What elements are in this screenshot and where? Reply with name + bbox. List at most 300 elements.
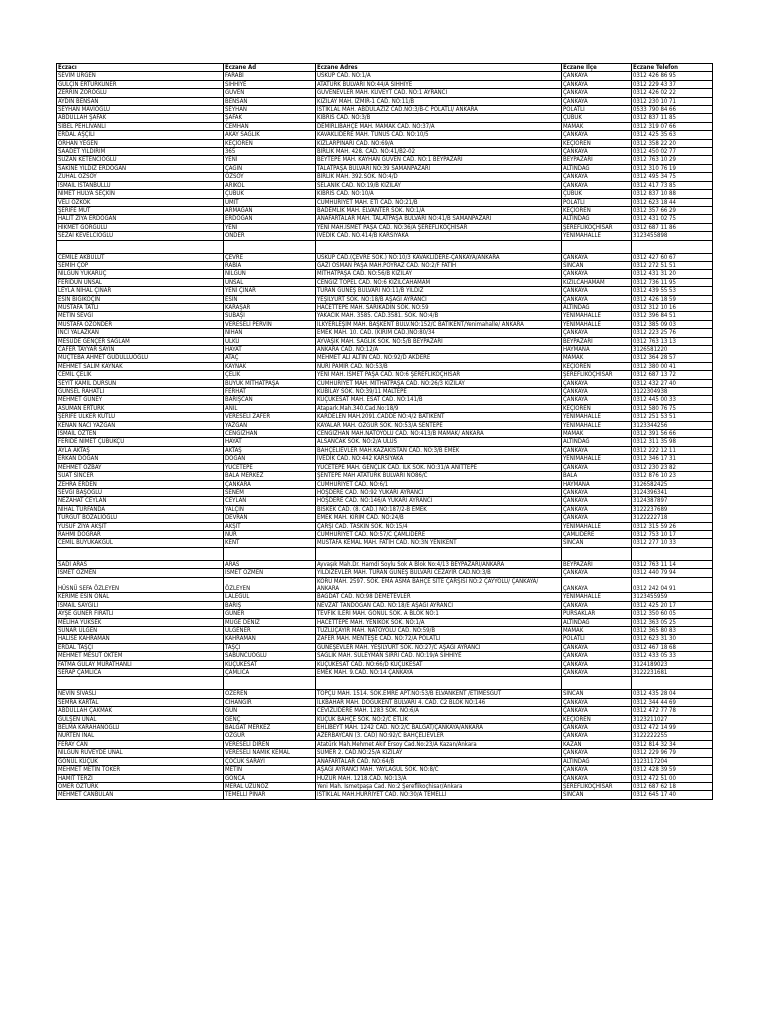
table-row: [57, 715, 713, 723]
cell-address: CUMHURİYET MAH. ETİ CAD. NO:21/B: [316, 198, 562, 206]
cell-pharmacist: NİHAL TURFANDA: [57, 505, 224, 513]
cell-pharmacist: MEHMET GÜNEY: [57, 396, 224, 404]
cell-phone: 0312 687 62 18: [632, 782, 713, 790]
cell-address: EMEK MAH. 10. CAD. (KIRIM CAD.)NO:80/34: [316, 329, 562, 337]
cell-district: ÇANKAYA: [562, 329, 632, 337]
cell-district: KAZAN: [562, 740, 632, 748]
cell-address: SAĞLIK MAH. SÜLEYMAN SIRRI CAD. NO:19/A SIHHİYE: [316, 652, 562, 660]
table-row: [57, 618, 713, 626]
cell-district: ALTINDAĞ: [562, 757, 632, 765]
cell-phone: 0312 645 17 40: [632, 791, 713, 799]
cell-address: AŞAĞI AYRANCI MAH. YAYLAGÜL SOK. NO:8/C: [316, 766, 562, 774]
cell-pharmacy-name: CİHANGİR: [224, 698, 316, 706]
cell-pharmacist: SEVGİ BAŞOĞLU: [57, 488, 224, 496]
cell-district: ÇANKAYA: [562, 724, 632, 732]
cell-district: ÇANKAYA: [562, 396, 632, 404]
cell-phone: 0312 365 80 83: [632, 627, 713, 635]
cell-address: NURİ PAMİR CAD. NO:53/B: [316, 362, 562, 370]
cell-pharmacy-name: ERDOĞAN: [224, 215, 316, 223]
table-row: [57, 139, 713, 147]
cell-phone: 0312 223 25 76: [632, 329, 713, 337]
cell-pharmacy-name: SEYHAN: [224, 106, 316, 114]
cell-pharmacist: AYDIN BENSAN: [57, 97, 224, 105]
cell-pharmacist: SEZAİ KEVELCİOĞLU: [57, 232, 224, 240]
cell-pharmacist: İSMAİL İSTANBULLU: [57, 181, 224, 189]
cell-pharmacist: AYLA AKTAŞ: [57, 446, 224, 454]
cell-address: Atapark.Mah.340.Cad.No:18/9: [316, 404, 562, 412]
table-row: [57, 320, 713, 328]
cell-pharmacy-name: SENEM: [224, 488, 316, 496]
table-row: [57, 530, 713, 538]
cell-district: ŞEREFLİKOÇHİSAR: [562, 223, 632, 231]
table-row: [57, 122, 713, 130]
column-header-pharmacist: Eczacı: [57, 64, 224, 72]
cell-phone: [632, 677, 713, 690]
cell-phone: 0312 344 44 69: [632, 698, 713, 706]
cell-phone: 0312 623 18 44: [632, 198, 713, 206]
cell-district: YENİMAHALLE: [562, 413, 632, 421]
cell-phone: 0312 396 84 51: [632, 312, 713, 320]
cell-phone: 0312 364 28 57: [632, 354, 713, 362]
cell-address: İVEDİK CAD. NO:442 KARSIYAKA: [316, 455, 562, 463]
cell-district: ÇANKAYA: [562, 569, 632, 577]
cell-pharmacy-name: ÇAMLICA: [224, 669, 316, 677]
cell-pharmacy-name: NİHAN: [224, 329, 316, 337]
cell-address: YILDIZEVLER MAH. TURAN GÜNEŞ BULVARI CEZAYİR CAD.NO:3/B: [316, 569, 562, 577]
cell-phone: 0312 230 23 82: [632, 463, 713, 471]
cell-pharmacy-name: NUR: [224, 530, 316, 538]
table-row: [57, 270, 713, 278]
cell-address: KÜÇÜKESAT CAD. NO:66/D KÜÇÜKESAT: [316, 660, 562, 668]
cell-address: ÜSKÜP CAD.(ÇEVRE SOK.) NO:10/3 KAVAKLIDERE-ÇANKAYA/ANKARA: [316, 253, 562, 261]
cell-district: ÇANKAYA: [562, 131, 632, 139]
cell-district: ÇANKAYA: [562, 514, 632, 522]
cell-district: ŞEREFLİKOÇHİSAR: [562, 371, 632, 379]
cell-district: ÇANKAYA: [562, 253, 632, 261]
cell-phone: [632, 547, 713, 560]
cell-district: KEÇİÖREN: [562, 404, 632, 412]
cell-address: HUZUR MAH. 1218.CAD. NO:13/A: [316, 774, 562, 782]
cell-district: ALTINDAĞ: [562, 438, 632, 446]
cell-district: KIZILCAHAMAM: [562, 278, 632, 286]
cell-pharmacy-name: DEVRAN: [224, 514, 316, 522]
cell-district: ÇANKAYA: [562, 707, 632, 715]
cell-phone: 0312 580 76 75: [632, 404, 713, 412]
cell-pharmacy-name: HAYAT: [224, 438, 316, 446]
cell-district: ÇANKAYA: [562, 379, 632, 387]
table-row: [57, 463, 713, 471]
cell-pharmacist: SEYİT KAMİL DURSUN: [57, 379, 224, 387]
cell-pharmacy-name: KÜÇÜKESAT: [224, 660, 316, 668]
cell-phone: 0312 736 11 95: [632, 278, 713, 286]
table-row: [57, 472, 713, 480]
cell-address: TOPÇU MAH. 1514. SOK.EMRE APT.NO:53/B ELVANKENT /ETİMESGUT: [316, 690, 562, 698]
cell-pharmacy-name: RABİA: [224, 261, 316, 269]
cell-pharmacist: HALİSE KAHRAMAN: [57, 635, 224, 643]
cell-pharmacy-name: ÜLKÜ: [224, 337, 316, 345]
table-row: [57, 514, 713, 522]
cell-district: HAYMANA: [562, 346, 632, 354]
cell-address: DEMİRLİBAHÇE MAH. MAMAK CAD. NO:37/A: [316, 122, 562, 130]
table-row: [57, 539, 713, 547]
cell-pharmacy-name: BALA MERKEZ: [224, 472, 316, 480]
cell-pharmacist: ERKAN DOĞAN: [57, 455, 224, 463]
cell-pharmacist: SUAT SİNCER: [57, 472, 224, 480]
cell-pharmacist: NURTEN İNAL: [57, 732, 224, 740]
table-row: [57, 253, 713, 261]
cell-pharmacist: YUSUF ZİYA AKŞİT: [57, 522, 224, 530]
table-row: [57, 749, 713, 757]
cell-pharmacy-name: MÜGE DENİZ: [224, 618, 316, 626]
table-row: [57, 388, 713, 396]
cell-address: KIZLARPINARI CAD. NO:69/A: [316, 139, 562, 147]
cell-district: SİNCAN: [562, 539, 632, 547]
table-row: [57, 455, 713, 463]
cell-district: YENİMAHALLE: [562, 320, 632, 328]
cell-pharmacist: GÜNSEL RAHATLI: [57, 388, 224, 396]
cell-pharmacy-name: VERESELİ DİREN: [224, 740, 316, 748]
cell-phone: 0312 814 32 34: [632, 740, 713, 748]
table-row: [57, 379, 713, 387]
cell-address: ALSANCAK SOK. NO:2/A ULUS: [316, 438, 562, 446]
cell-district: MAMAK: [562, 122, 632, 130]
cell-pharmacist: CEMİL ÇELİK: [57, 371, 224, 379]
cell-district: SİNCAN: [562, 791, 632, 799]
cell-district: ÇANKAYA: [562, 463, 632, 471]
cell-pharmacist: GÜLÇİN ERTÜRKÜNER: [57, 80, 224, 88]
cell-district: YENİMAHALLE: [562, 312, 632, 320]
cell-address: ANAFARTALAR CAD. NO:64/B: [316, 757, 562, 765]
cell-address: YENİ MAH. İSMET PAŞA CAD. NO:6 ŞEREFLİKOÇHİSAR: [316, 371, 562, 379]
cell-district: [562, 547, 632, 560]
cell-address: İLKBAHAR MAH. DOĞUKENT BULVARI 4. CAD. C2 BLOK NO:146: [316, 698, 562, 706]
cell-pharmacist: GÜLŞEN ÜNAL: [57, 715, 224, 723]
table-row: [57, 577, 713, 593]
cell-district: ÇANKAYA: [562, 89, 632, 97]
cell-address: CENGİZ TOPEL CAD. NO:6 KIZILCAHAMAM: [316, 278, 562, 286]
cell-pharmacist: METİN SEVGİ: [57, 312, 224, 320]
cell-address: AZERBAYCAN (3. CAD) NO:92/C BAHÇELİEVLER: [316, 732, 562, 740]
cell-phone: 0312 229 96 79: [632, 749, 713, 757]
table-row: [57, 287, 713, 295]
table-row: [57, 223, 713, 231]
cell-address: [316, 240, 562, 253]
cell-address: TURAN GÜNEŞ BULVARI NO:11/B YILDIZ: [316, 287, 562, 295]
cell-phone: 0312 425 35 63: [632, 131, 713, 139]
cell-pharmacist: SEMRA KARTAL: [57, 698, 224, 706]
cell-address: ÇARŞI CAD. TASKIN SOK. NO:15/4: [316, 522, 562, 530]
cell-address: BEYTEPE MAH. KAYHAN GÜVEN CAD. NO:1 BEYPAZARI: [316, 156, 562, 164]
cell-pharmacy-name: ÖZSOY: [224, 173, 316, 181]
cell-pharmacist: CAFER TAYYAR SAYIN: [57, 346, 224, 354]
cell-district: [562, 240, 632, 253]
cell-pharmacy-name: ARMAĞAN: [224, 206, 316, 214]
cell-district: ÇANKAYA: [562, 72, 632, 80]
cell-pharmacist: HÜSNÜ SEFA ÖZLEYEN: [57, 577, 224, 593]
cell-pharmacy-name: KEÇİÖREN: [224, 139, 316, 147]
cell-pharmacy-name: [224, 677, 316, 690]
table-row: [57, 569, 713, 577]
cell-pharmacist: [57, 677, 224, 690]
cell-district: ALTINDAĞ: [562, 303, 632, 311]
table-row: [57, 430, 713, 438]
cell-district: ÇANKAYA: [562, 505, 632, 513]
cell-pharmacy-name: YENİ ÇINAR: [224, 287, 316, 295]
table-row: [57, 72, 713, 80]
cell-address: [316, 677, 562, 690]
table-row: [57, 312, 713, 320]
pharmacy-table: [56, 63, 713, 800]
cell-pharmacy-name: [224, 240, 316, 253]
cell-address: BİRLİK MAH. 428. CAD. NO:41/B2-02: [316, 148, 562, 156]
cell-address: YAKACIK MAH. 3585. CAD.3581. SOK. NO:4/B: [316, 312, 562, 320]
cell-district: MAMAK: [562, 627, 632, 635]
table-row: [57, 724, 713, 732]
table-row: [57, 421, 713, 429]
cell-address: BİSKEK CAD. (8. CAD.) NO:187/2-B EMEK: [316, 505, 562, 513]
cell-pharmacy-name: ATAÇ: [224, 354, 316, 362]
cell-pharmacist: SEVİM ÜRGEN: [57, 72, 224, 80]
cell-pharmacy-name: ÇANKARA: [224, 480, 316, 488]
table-row: [57, 774, 713, 782]
cell-district: ÇANKAYA: [562, 643, 632, 651]
cell-pharmacy-name: TAŞÇI: [224, 643, 316, 651]
table-row: [57, 732, 713, 740]
cell-district: [562, 677, 632, 690]
cell-pharmacist: MEHMET MESUT ÖKTEM: [57, 652, 224, 660]
cell-pharmacist: ERDAL TAŞÇI: [57, 643, 224, 651]
table-row: [57, 261, 713, 269]
table-row: [57, 652, 713, 660]
cell-pharmacist: NEVİN SİVASLI: [57, 690, 224, 698]
cell-phone: 0312 440 79 94: [632, 569, 713, 577]
cell-pharmacist: İNCİ YALAZKAN: [57, 329, 224, 337]
cell-pharmacy-name: BARIŞ: [224, 601, 316, 609]
cell-district: POLATLI: [562, 106, 632, 114]
cell-pharmacist: ABDULLAH ŞAFAK: [57, 114, 224, 122]
cell-pharmacy-name: 365: [224, 148, 316, 156]
cell-phone: 0312 431 31 20: [632, 270, 713, 278]
cell-address: ATATÜRK BULVARI NO:44/A SIHHIYE: [316, 80, 562, 88]
table-row: [57, 190, 713, 198]
cell-pharmacy-name: KAYNAK: [224, 362, 316, 370]
cell-district: ÇANKAYA: [562, 173, 632, 181]
table-row: [57, 505, 713, 513]
table-row: [57, 131, 713, 139]
cell-address: SELANİK CAD. NO:19/B KIZILAY: [316, 181, 562, 189]
cell-pharmacist: TURGUT BOZALİOĞLU: [57, 514, 224, 522]
cell-pharmacy-name: YENİ: [224, 223, 316, 231]
cell-address: TEVFİK İLERİ MAH. GÖNÜL SOK. A BLOK NO:1: [316, 610, 562, 618]
cell-district: KEÇİÖREN: [562, 206, 632, 214]
cell-address: SÜMER 2. CAD.NO:25/A KIZILAY: [316, 749, 562, 757]
table-row: [57, 660, 713, 668]
table-row: [57, 522, 713, 530]
cell-pharmacy-name: KAHRAMAN: [224, 635, 316, 643]
cell-pharmacy-name: FERHAT: [224, 388, 316, 396]
cell-pharmacy-name: ÇOCUK SARAYI: [224, 757, 316, 765]
cell-phone: 0312 431 02 75: [632, 215, 713, 223]
cell-pharmacist: MEHMET METİN TÖKER: [57, 766, 224, 774]
table-row: [57, 791, 713, 799]
cell-phone: 3124396341: [632, 488, 713, 496]
cell-address: BAHÇELİEVLER MAH.KAZAKİSTAN CAD. NO:3/B EMEK: [316, 446, 562, 454]
cell-address: KUBİLAY SOK. NO:39/11 MALTEPE: [316, 388, 562, 396]
cell-phone: 0312 417 73 85: [632, 181, 713, 189]
cell-pharmacy-name: KENT: [224, 539, 316, 547]
cell-phone: 3126582425: [632, 480, 713, 488]
table-row: [57, 173, 713, 181]
cell-phone: 0312 837 10 88: [632, 190, 713, 198]
cell-pharmacist: [57, 240, 224, 253]
cell-district: YENİMAHALLE: [562, 232, 632, 240]
cell-district: ÇANKAYA: [562, 601, 632, 609]
cell-address: KIZILAY MAH. İZMİR-1 CAD. NO:11/B: [316, 97, 562, 105]
cell-pharmacist: ORHAN YEĞEN: [57, 139, 224, 147]
table-row: [57, 181, 713, 189]
table-row: [57, 114, 713, 122]
cell-address: ANAFARTALAR MAH. TALATPAŞA BULVARI NO:41/B SAMANPAZARI: [316, 215, 562, 223]
cell-district: MAMAK: [562, 354, 632, 362]
cell-phone: 0312 230 10 71: [632, 97, 713, 105]
cell-pharmacist: SİBEL PEHLİVANLI: [57, 122, 224, 130]
cell-address: AYVAŞIK MAH. SAĞLIK SOK. NO:5/B BEYPAZARI: [316, 337, 562, 345]
cell-address: KÜÇÜKESAT MAH. ESAT CAD. NO:141/B: [316, 396, 562, 404]
table-row: [57, 560, 713, 568]
cell-phone: 0312 495 34 75: [632, 173, 713, 181]
table-row: [57, 669, 713, 677]
cell-district: ÇANKAYA: [562, 181, 632, 189]
table-row: [57, 278, 713, 286]
table-row: [57, 698, 713, 706]
cell-phone: 0312 385 09 03: [632, 320, 713, 328]
table-row: [57, 610, 713, 618]
cell-phone: 0312 753 10 17: [632, 530, 713, 538]
table-row: [57, 295, 713, 303]
cell-district: ÇANKAYA: [562, 749, 632, 757]
cell-address: MİTHATPAŞA CAD. NO:56/B KIZILAY: [316, 270, 562, 278]
cell-pharmacy-name: BALGAT MERKEZ: [224, 724, 316, 732]
cell-address: İSTİKLAL MAH.HÜRRİYET CAD. NO:30/A TEMELLİ: [316, 791, 562, 799]
cell-district: ÇANKAYA: [562, 660, 632, 668]
table-row: [57, 404, 713, 412]
cell-phone: 0312 837 11 85: [632, 114, 713, 122]
cell-address: BADEMLİK MAH. ELVANTER SOK. NO:1/A: [316, 206, 562, 214]
cell-pharmacist: MEHMET CANBULAN: [57, 791, 224, 799]
cell-phone: 0312 472 77 78: [632, 707, 713, 715]
cell-pharmacist: HİKMET GÖRGÜLÜ: [57, 223, 224, 231]
cell-address: KARDELEN MAH.2091.CADDE NO:4/2 BATIKENT: [316, 413, 562, 421]
cell-pharmacy-name: VERESELİ NAMIK KEMAL: [224, 749, 316, 757]
cell-address: İVEDİK CAD. NO.414/B KARSIYAKA: [316, 232, 562, 240]
cell-pharmacist: BELMA KARAHANOĞLU: [57, 724, 224, 732]
cell-phone: 0312 763 11 14: [632, 560, 713, 568]
cell-district: ÇANKAYA: [562, 80, 632, 88]
cell-pharmacist: SAADET YILDIRIM: [57, 148, 224, 156]
cell-pharmacy-name: GONCA: [224, 774, 316, 782]
cell-address: KÜÇÜK BAHÇE SOK. NO:2/C ETLİK: [316, 715, 562, 723]
cell-pharmacy-name: FARABİ: [224, 72, 316, 80]
cell-district: BEYPAZARI: [562, 560, 632, 568]
cell-address: CUMHURİYET MAH. MİTHATPAŞA CAD. NO:26/3 KIZILAY: [316, 379, 562, 387]
cell-pharmacist: CEMİL BÜYÜKAKGÜL: [57, 539, 224, 547]
cell-pharmacist: KENAN NACİ YAZGAN: [57, 421, 224, 429]
table-row: [57, 782, 713, 790]
table-row: [57, 601, 713, 609]
cell-pharmacist: İSMAİL SAYGILI: [57, 601, 224, 609]
cell-address: MUSTAFA KEMAL MAH. FATİH CAD. NO:3N YENİKENT: [316, 539, 562, 547]
cell-district: ÇANKAYA: [562, 698, 632, 706]
cell-phone: 0312 229 43 37: [632, 80, 713, 88]
cell-pharmacist: SAKİNE YILDIZ ERDOĞAN: [57, 164, 224, 172]
cell-pharmacist: FERİDE NİMET ÇUBUKÇU: [57, 438, 224, 446]
table-row: [57, 635, 713, 643]
cell-pharmacist: MUSTAFA ÖZÖNDER: [57, 320, 224, 328]
cell-pharmacist: MESUDE GENÇER SAĞLAM: [57, 337, 224, 345]
cell-pharmacy-name: AKAY SAĞLIK: [224, 131, 316, 139]
cell-pharmacy-name: ÇUBUK: [224, 190, 316, 198]
cell-phone: 3122222718: [632, 514, 713, 522]
column-header-district: Eczane İlçe: [562, 64, 632, 72]
cell-phone: 0312 472 14 99: [632, 724, 713, 732]
table-row: [57, 80, 713, 88]
cell-district: ÇANKAYA: [562, 669, 632, 677]
cell-address: ÜSKÜP CAD. NO:1/A: [316, 72, 562, 80]
cell-pharmacist: CEMİLE AKBULUT: [57, 253, 224, 261]
cell-district: YENİMAHALLE: [562, 455, 632, 463]
table-row: [57, 89, 713, 97]
cell-pharmacy-name: ÖZGÜR: [224, 732, 316, 740]
cell-pharmacy-name: GÜVEN: [224, 89, 316, 97]
table-row: [57, 346, 713, 354]
cell-district: ALTINDAĞ: [562, 215, 632, 223]
cell-district: ÇANKAYA: [562, 446, 632, 454]
cell-phone: [632, 240, 713, 253]
cell-pharmacy-name: YENİ: [224, 156, 316, 164]
table-row: [57, 215, 713, 223]
cell-address: TUZLUÇAYIR MAH. NATOYOLU CAD. NO:59/B: [316, 627, 562, 635]
cell-pharmacy-name: ÖZEREN: [224, 690, 316, 698]
cell-district: ÇANKAYA: [562, 295, 632, 303]
cell-address: EMEK MAH. 9.CAD. NO:14 ÇANKAYA: [316, 669, 562, 677]
cell-phone: 0312 319 07 66: [632, 122, 713, 130]
cell-district: SİNCAN: [562, 261, 632, 269]
cell-pharmacy-name: CENGİZHAN: [224, 430, 316, 438]
cell-address: KIBRIS CAD. NO:10/A: [316, 190, 562, 198]
cell-address: KAVAKLIDERE MAH. TUNUS CAD. NO:10/5: [316, 131, 562, 139]
cell-address: GÜVENEVLER MAH. KUVEYT CAD. NO:1 AYRANCI: [316, 89, 562, 97]
cell-pharmacist: ESİN BIGIKOÇİN: [57, 295, 224, 303]
cell-address: YÜCETEPE MAH. GENÇLİK CAD. İLK SOK. NO:31/A ANITTEPE: [316, 463, 562, 471]
cell-phone: 0312 435 28 04: [632, 690, 713, 698]
cell-phone: 3122237689: [632, 505, 713, 513]
cell-phone: 0312 450 02 77: [632, 148, 713, 156]
cell-address: HOŞDERE CAD. NO:146/A YUKARI AYRANCI: [316, 497, 562, 505]
table-row: [57, 106, 713, 114]
cell-phone: 0312 763 13 13: [632, 337, 713, 345]
cell-pharmacy-name: GÜNER: [224, 610, 316, 618]
cell-district: YENİMAHALLE: [562, 421, 632, 429]
cell-phone: 3122231681: [632, 669, 713, 677]
table-row: [57, 156, 713, 164]
table-row: [57, 371, 713, 379]
cell-phone: 0312 346 17 31: [632, 455, 713, 463]
cell-pharmacist: SUZAN KETENCİOĞLU: [57, 156, 224, 164]
table-row: [57, 627, 713, 635]
cell-address: NEVZAT TANDOĞAN CAD. NO:18/E AŞAĞI AYRANCI: [316, 601, 562, 609]
cell-phone: 3122222255: [632, 732, 713, 740]
cell-district: KEÇİÖREN: [562, 715, 632, 723]
